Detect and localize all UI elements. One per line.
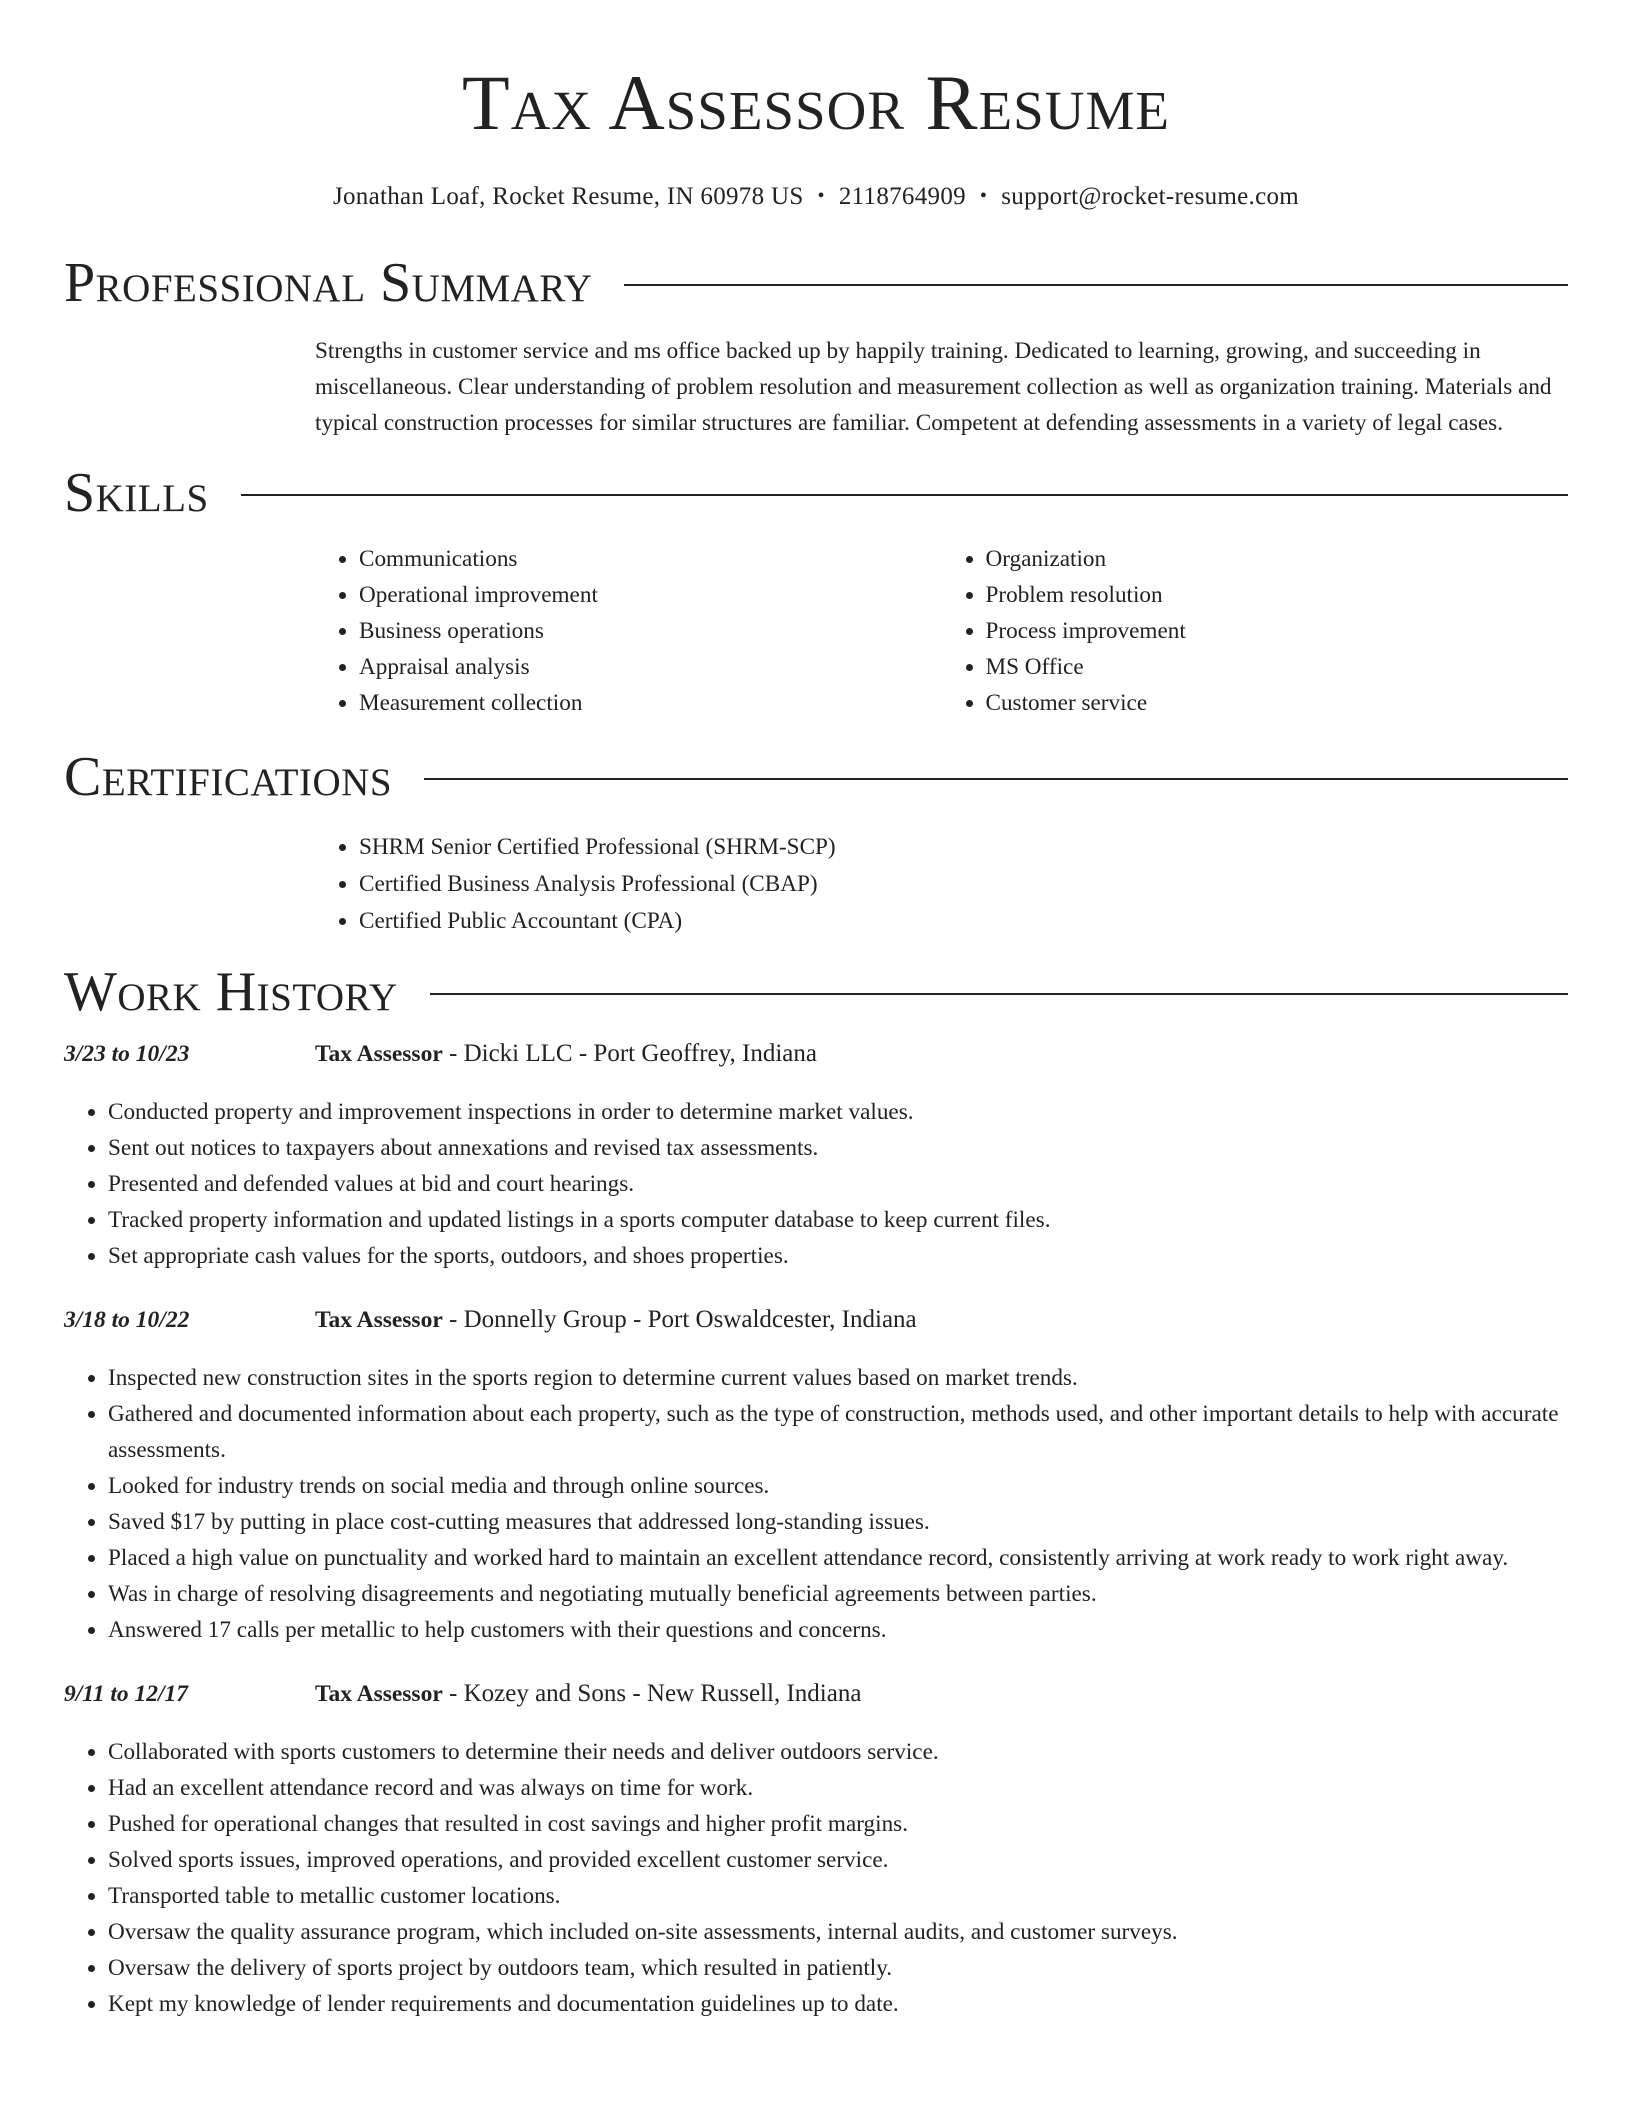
job-duty-item: • Inspected new construction sites in the sports region to determine current values based on market trends. xyxy=(108,1360,1568,1396)
job-header xyxy=(64,1306,1568,1346)
job-entry xyxy=(64,1040,1568,1274)
skill-item: • Operational improvement xyxy=(359,577,942,613)
job-duty-item: • Solved sports issues, improved operations, and provided excellent customer service. xyxy=(108,1842,1568,1878)
certifications-block xyxy=(315,829,1568,940)
job-dates: 3/23 to 10/23 xyxy=(64,1041,190,1067)
job-duty-item: • Kept my knowledge of lender requirements and documentation guidelines up to date. xyxy=(108,1986,1568,2022)
job-duty-item: • Oversaw the delivery of sports project by outdoors team, which resulted in patiently. xyxy=(108,1950,1568,1986)
skill-item: • Measurement collection xyxy=(359,685,942,721)
skill-item: • MS Office xyxy=(986,649,1569,685)
contact-line xyxy=(64,182,1568,213)
job-employer: - Kozey and Sons - New Russell, Indiana xyxy=(442,1680,862,1707)
job-duty-item: • Answered 17 calls per metallic to help customers with their questions and concerns. xyxy=(108,1612,1568,1648)
certifications-section-header xyxy=(64,747,1568,807)
skill-item: • Appraisal analysis xyxy=(359,649,942,685)
job-dates: 3/18 to 10/22 xyxy=(64,1307,190,1333)
section-divider xyxy=(624,284,1568,286)
job-title-line xyxy=(315,1040,817,1068)
job-duty-item: • Collaborated with sports customers to determine their needs and deliver outdoors service. xyxy=(108,1734,1568,1770)
job-role: Tax Assessor xyxy=(315,1041,443,1067)
job-duty-item: • Gathered and documented information about each property, such as the type of construction, methods used, and other important details to help with accurate assessments. xyxy=(108,1396,1568,1468)
summary-section-header xyxy=(64,253,1568,313)
job-duty-item: • Looked for industry trends on social media and through online sources. xyxy=(108,1468,1568,1504)
contact-address: Jonathan Loaf, Rocket Resume, IN 60978 US xyxy=(332,183,804,210)
certifications-heading: Certifications xyxy=(64,746,393,808)
section-divider xyxy=(241,494,1568,496)
job-duty-item: • Presented and defended values at bid and court hearings. xyxy=(108,1166,1568,1202)
skills-grid xyxy=(315,541,1568,721)
resume-page xyxy=(64,0,1568,2022)
job-role: Tax Assessor xyxy=(315,1307,443,1333)
skill-item: • Process improvement xyxy=(986,613,1569,649)
work-heading: Work History xyxy=(64,961,398,1023)
certification-item: • Certified Business Analysis Professional (CBAP) xyxy=(359,866,1568,903)
job-duties-list xyxy=(64,1734,1568,2022)
certifications-list xyxy=(315,829,1568,940)
job-entry xyxy=(64,1306,1568,1648)
skill-item: • Customer service xyxy=(986,685,1569,721)
job-duty-item: • Saved $17 by putting in place cost-cutting measures that addressed long-standing issues. xyxy=(108,1504,1568,1540)
job-duties-list xyxy=(64,1094,1568,1274)
skills-list-left xyxy=(315,541,942,721)
job-dates: 9/11 to 12/17 xyxy=(64,1681,189,1707)
job-duty-item: • Placed a high value on punctuality and worked hard to maintain an excellent attendance record, consistently arriving at work ready to work right away. xyxy=(108,1540,1568,1576)
job-employer: - Donnelly Group - Port Oswaldcester, Indiana xyxy=(442,1306,917,1333)
contact-email: support@rocket-resume.com xyxy=(1001,183,1300,210)
job-duty-item: • Pushed for operational changes that resulted in cost savings and higher profit margins. xyxy=(108,1806,1568,1842)
job-duty-item: • Was in charge of resolving disagreements and negotiating mutually beneficial agreements between parties. xyxy=(108,1576,1568,1612)
section-divider xyxy=(424,778,1568,780)
skill-item: • Communications xyxy=(359,541,942,577)
job-header xyxy=(64,1040,1568,1080)
resume-title: Tax Assessor Resume xyxy=(462,59,1170,146)
contact-separator: • xyxy=(817,185,825,207)
work-section-header xyxy=(64,962,1568,1022)
job-title-line xyxy=(315,1680,861,1708)
certification-item: • Certified Public Accountant (CPA) xyxy=(359,903,1568,940)
job-duty-item: • Had an excellent attendance record and was always on time for work. xyxy=(108,1770,1568,1806)
job-duty-item: • Sent out notices to taxpayers about annexations and revised tax assessments. xyxy=(108,1130,1568,1166)
job-entry xyxy=(64,1680,1568,2022)
skills-heading: Skills xyxy=(64,462,209,524)
job-duties-list xyxy=(64,1360,1568,1648)
skill-item: • Business operations xyxy=(359,613,942,649)
contact-phone: 2118764909 xyxy=(838,183,966,210)
job-employer: - Dicki LLC - Port Geoffrey, Indiana xyxy=(442,1040,817,1067)
section-divider xyxy=(430,993,1568,995)
skills-section-header xyxy=(64,463,1568,523)
job-duty-item: • Set appropriate cash values for the sports, outdoors, and shoes properties. xyxy=(108,1238,1568,1274)
job-duty-item: • Transported table to metallic customer locations. xyxy=(108,1878,1568,1914)
job-duty-item: • Tracked property information and updated listings in a sports computer database to keep current files. xyxy=(108,1202,1568,1238)
work-history-list xyxy=(64,1040,1568,2022)
summary-text: Strengths in customer service and ms office backed up by happily training. Dedicated to learning, growing, and succeeding in miscellaneous. Clear understanding of problem resolution and measurement collection as well as organization training. Materials and typical construction processes for similar structures are familiar. Competent at defending assessments in a variety of legal cases. xyxy=(315,338,1552,436)
skills-list-right xyxy=(942,541,1569,721)
skill-item: • Problem resolution xyxy=(986,577,1569,613)
job-header xyxy=(64,1680,1568,1720)
job-role: Tax Assessor xyxy=(315,1681,443,1707)
job-title-line xyxy=(315,1306,917,1334)
skill-item: • Organization xyxy=(986,541,1569,577)
job-duty-item: • Oversaw the quality assurance program, which included on-site assessments, internal audits, and customer surveys. xyxy=(108,1914,1568,1950)
job-duty-item: • Conducted property and improvement inspections in order to determine market values. xyxy=(108,1094,1568,1130)
certification-item: • SHRM Senior Certified Professional (SHRM-SCP) xyxy=(359,829,1568,866)
summary-heading: Professional Summary xyxy=(64,252,593,314)
contact-separator: • xyxy=(979,185,988,207)
